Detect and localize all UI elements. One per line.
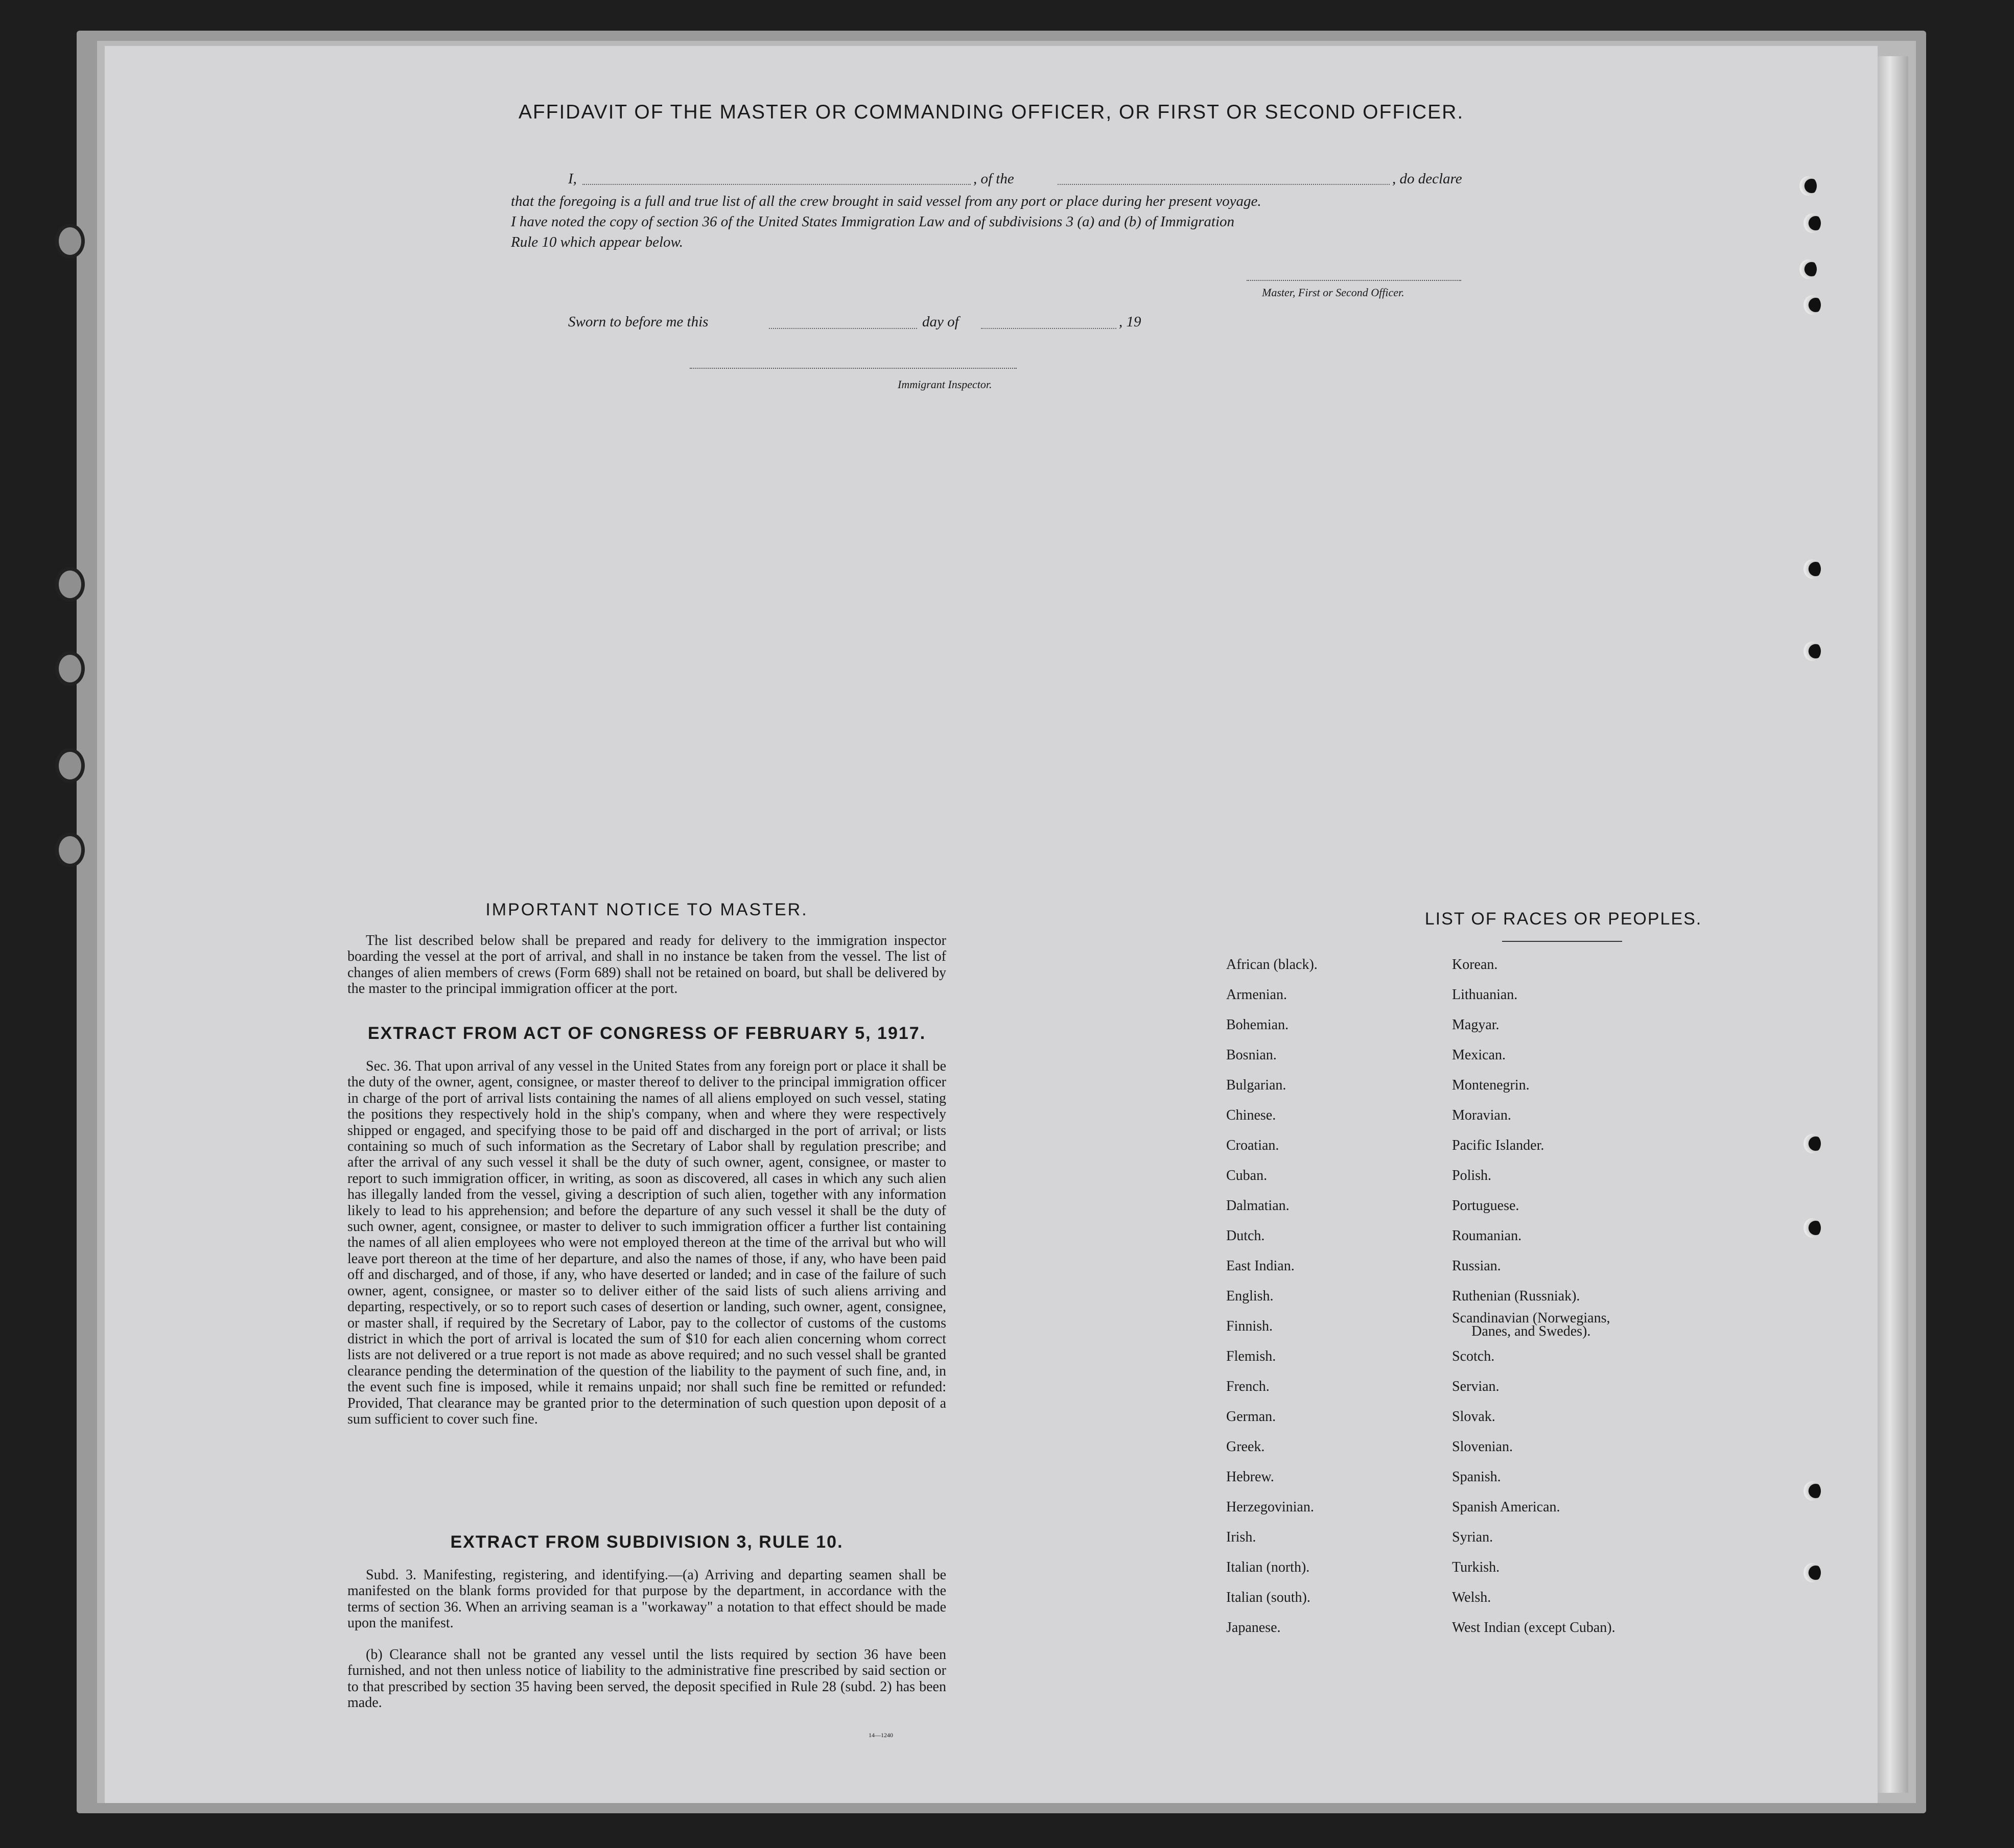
race-item: Korean. (1452, 957, 1498, 973)
race-item: Lithuanian. (1452, 987, 1518, 1003)
extract-rule-title: EXTRACT FROM SUBDIVISION 3, RULE 10. (450, 1532, 844, 1552)
vessel-blank[interactable] (1058, 184, 1390, 185)
extract-rule-para-b: (b) Clearance shall not be granted any vessel until the lists required by section 36 have been furnished, and not then unless notice of liability to the administrative fine prescribed by said section or to that prescribed by section 35 having been served, the deposit specified in Rule 28 (subd. 2) has been made. (347, 1647, 946, 1711)
race-item: Welsh. (1452, 1590, 1491, 1605)
race-item: Montenegrin. (1452, 1077, 1530, 1093)
affidavit-title: AFFIDAVIT OF THE MASTER OR COMMANDING OFFICER, OR FIRST OR SECOND OFFICER. (518, 101, 1464, 123)
punch-hole-icon (1804, 559, 1821, 579)
race-item: Italian (south). (1226, 1590, 1310, 1605)
extract-rule-para-a: Subd. 3. Manifesting, registering, and identifying.—(a) Arriving and departing seamen shall be manifested on the blank forms provided for that purpose by the department, in accordance with the terms of section 36. When an arriving seaman is a "workaway" a notation to that effect should be made upon the manifest. (347, 1567, 946, 1631)
race-item: Mexican. (1452, 1047, 1506, 1063)
affidavit-line-4: Rule 10 which appear below. (511, 234, 683, 250)
do-declare-label: , do declare (1392, 171, 1462, 187)
punch-hole-icon (1804, 1563, 1821, 1582)
race-item: Servian. (1452, 1379, 1500, 1394)
i-label: I, (568, 171, 577, 187)
race-item: French. (1226, 1379, 1270, 1394)
master-signature-line[interactable] (1247, 280, 1461, 281)
race-item: Chinese. (1226, 1107, 1276, 1123)
punch-hole-icon (1799, 176, 1817, 196)
race-item: Dalmatian. (1226, 1198, 1290, 1214)
notice-body: The list described below shall be prepared and ready for delivery to the immigration inspector boarding the vessel at the port of arrival, and shall in no instance be taken from the vessel. The list of changes of alien members of crews (Form 689) shall not be retained on board, but shall be delivered by the master to the principal immigration officer at the port. (347, 933, 946, 997)
race-item: English. (1226, 1288, 1274, 1304)
master-signature-caption: Master, First or Second Officer. (1262, 286, 1404, 299)
race-item: Portuguese. (1452, 1198, 1519, 1214)
race-item: Armenian. (1226, 987, 1287, 1003)
binder-hole-icon (55, 748, 85, 783)
race-item: Greek. (1226, 1439, 1265, 1455)
year-label: , 19 (1119, 314, 1141, 330)
race-item: Spanish American. (1452, 1499, 1560, 1515)
race-item: Bosnian. (1226, 1047, 1277, 1063)
punch-hole-icon (1804, 1481, 1821, 1501)
punch-hole-icon (1804, 214, 1821, 233)
race-item: Magyar. (1452, 1017, 1500, 1033)
race-item: African (black). (1226, 957, 1318, 973)
race-item: Japanese. (1226, 1620, 1281, 1636)
race-item: German. (1226, 1409, 1276, 1425)
affidavit-line-2: that the foregoing is a full and true list of all the crew brought in said vessel from any port or place during her present voyage. (511, 193, 1261, 209)
race-item: Moravian. (1452, 1107, 1511, 1123)
race-item: Flemish. (1226, 1348, 1276, 1364)
race-item: Finnish. (1226, 1318, 1273, 1334)
notice-title: IMPORTANT NOTICE TO MASTER. (485, 900, 808, 919)
binder-hole-icon (55, 651, 85, 686)
race-item: Scotch. (1452, 1348, 1495, 1364)
race-item: Turkish. (1452, 1559, 1500, 1575)
extract-act-title: EXTRACT FROM ACT OF CONGRESS OF FEBRUARY 5, 1917. (367, 1024, 926, 1043)
extract-act-body: Sec. 36. That upon arrival of any vessel in the United States from any foreign port or place it shall be the duty of the owner, agent, consignee, or master thereof to deliver to the principal immigration officer in charge of the port of arrival lists containing the names of all aliens employed on such vessel, stating the positions they respectively hold in the ship's company, when and where they were respectively shipped or engaged, and specifying those to be paid off and discharged in the port of arrival; or lists containing so much of such information as the Secretary of Labor shall by regulation prescribe; and after the arrival of any such vessel it shall be the duty of such owner, agent, consignee, or master to report to such immigration officer, in writing, as soon as discovered, all cases in which any such alien has illegally landed from the vessel, giving a description of such alien, together with any information likely to lead to his apprehension; and before the departure of any such vessel it shall be the duty of such owner, agent, consignee, or master to deliver to such immigration officer a further list containing the names of all alien employees who were not employed thereon at the time of the arrival but who will leave port thereon at the time of her departure, and also the names of those, if any, who have been paid off and discharged, and of those, if any, who have deserted or landed; and in case of the failure of such owner, agent, consignee, or master so to deliver either of the said lists of such aliens arriving and departing, respectively, or so to report such cases of desertion or landing, such owner, agent, consignee, or master shall, if required by the Secretary of Labor, pay to the collector of customs of the customs district in which the port of arrival is located the sum of $10 for each alien concerning whom correct lists are not delivered or a true report is not made as above required; and no such vessel shall be granted clearance pending the determination of the question of the liability to the payment of such fine, and, in the event such fine is imposed, while it remains unpaid; nor shall such fine be remitted or refunded: Provided, That clearance may be granted prior to the determination of such question upon deposit of a sum sufficient to cover such fine. (347, 1058, 946, 1427)
races-title-rule (1502, 941, 1622, 942)
race-item: Dutch. (1226, 1228, 1265, 1244)
name-blank[interactable] (582, 184, 971, 185)
race-item: Italian (north). (1226, 1559, 1310, 1575)
inspector-signature-caption: Immigrant Inspector. (898, 378, 992, 391)
inspector-signature-line[interactable] (690, 368, 1017, 369)
binder-hole-icon (55, 224, 85, 258)
race-item: Slovak. (1452, 1409, 1495, 1425)
race-item: Ruthenian (Russniak). (1452, 1288, 1580, 1304)
race-item: Polish. (1452, 1168, 1492, 1183)
sworn-label: Sworn to before me this (568, 314, 709, 330)
race-item: East Indian. (1226, 1258, 1295, 1274)
race-item: Syrian. (1452, 1529, 1493, 1545)
day-of-label: day of (922, 314, 959, 330)
race-item: West Indian (except Cuban). (1452, 1620, 1615, 1636)
race-item: Roumanian. (1452, 1228, 1522, 1244)
punch-hole-icon (1799, 259, 1817, 279)
race-item: Pacific Islander. (1452, 1138, 1544, 1153)
races-title: LIST OF RACES OR PEOPLES. (1424, 909, 1702, 929)
race-item: Croatian. (1226, 1138, 1279, 1153)
race-item: Slovenian. (1452, 1439, 1513, 1455)
of-the-label: , of the (973, 171, 1014, 187)
day-blank[interactable] (769, 328, 917, 329)
binder-hole-icon (55, 833, 85, 867)
punch-hole-icon (1804, 295, 1821, 315)
race-item: Bulgarian. (1226, 1077, 1286, 1093)
binder-hole-icon (55, 567, 85, 602)
form-number: 14—1240 (869, 1732, 893, 1739)
race-item: Irish. (1226, 1529, 1256, 1545)
punch-hole-icon (1804, 642, 1821, 661)
race-item: Scandinavian (Norwegians, Danes, and Swedes). (1452, 1310, 1610, 1339)
month-blank[interactable] (981, 328, 1116, 329)
race-item: Herzegovinian. (1226, 1499, 1314, 1515)
race-item: Spanish. (1452, 1469, 1501, 1485)
punch-hole-icon (1804, 1134, 1821, 1153)
race-item: Russian. (1452, 1258, 1501, 1274)
race-item: Bohemian. (1226, 1017, 1289, 1033)
race-item: Cuban. (1226, 1168, 1268, 1183)
affidavit-line-3: I have noted the copy of section 36 of the United States Immigration Law and of subdivisions 3 (a) and (b) of Immigration (511, 214, 1235, 230)
race-item: Hebrew. (1226, 1469, 1274, 1485)
punch-hole-icon (1804, 1218, 1821, 1238)
